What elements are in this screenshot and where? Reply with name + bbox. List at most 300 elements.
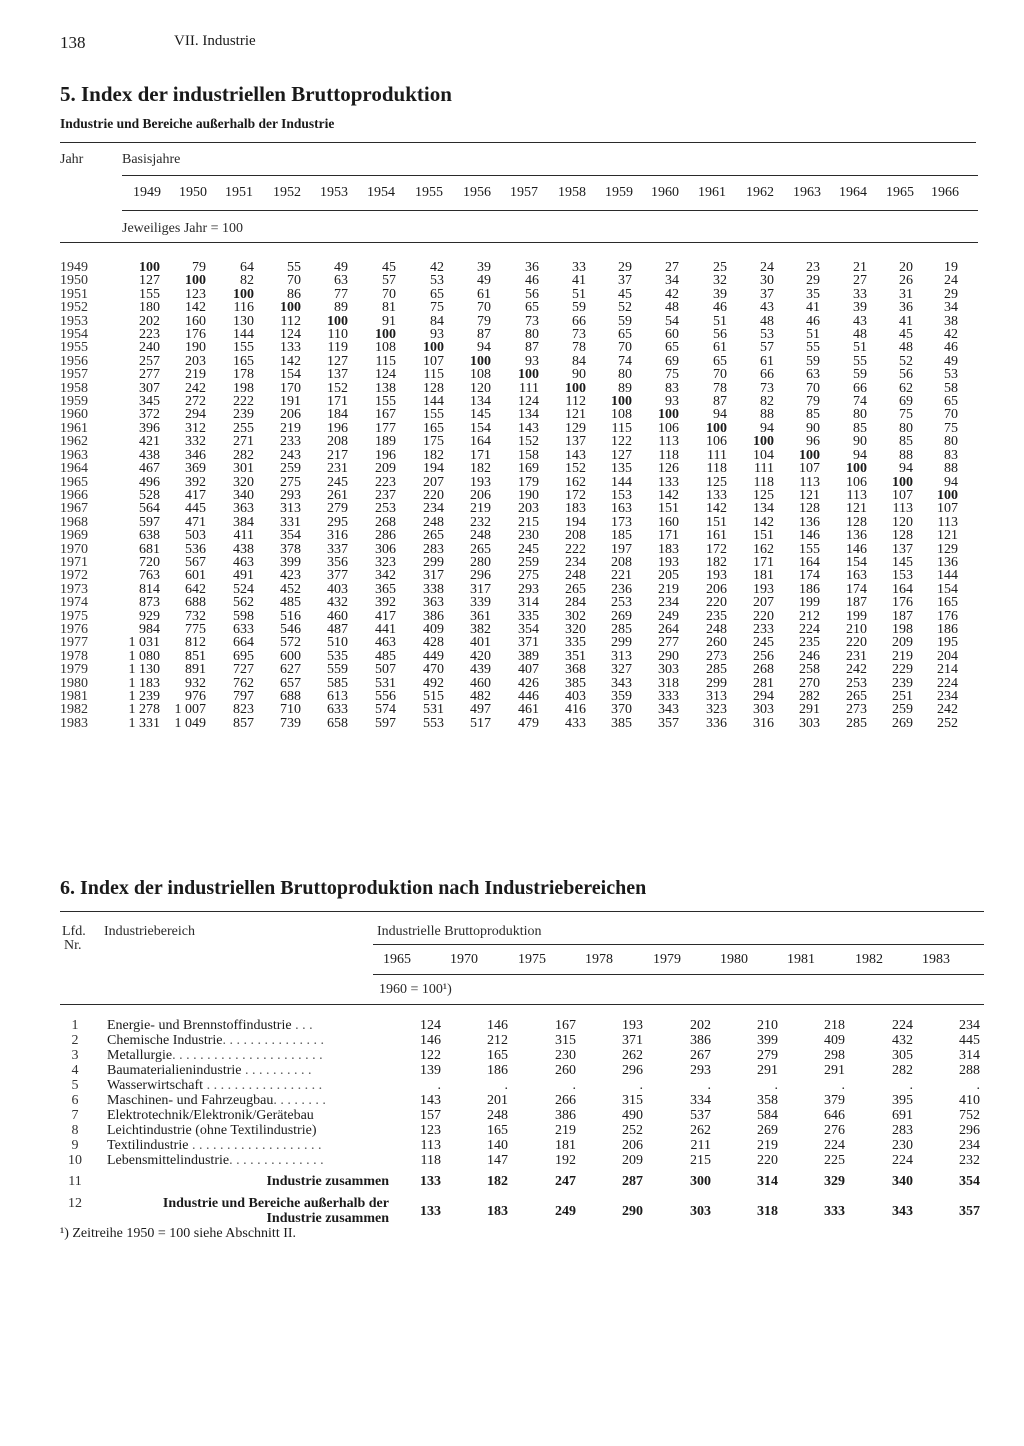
table5-cell: 463 — [233, 554, 254, 570]
table5-cell: 421 — [139, 434, 160, 450]
table5-cell: 65 — [430, 286, 444, 302]
table5-cell: 320 — [233, 474, 254, 490]
table5-cell: 176 — [185, 327, 206, 343]
table5-cell: 235 — [706, 608, 727, 624]
table5-cell: 52 — [899, 353, 913, 369]
table5-cell: 136 — [799, 514, 820, 530]
table5-cell: 107 — [937, 501, 958, 517]
table6-row-name: Metallurgie — [107, 1048, 173, 1063]
table5-cell: 39 — [853, 300, 867, 316]
table5-cell: 873 — [139, 595, 160, 611]
table5-cell: 100 — [470, 353, 491, 369]
table5-cell: 417 — [185, 487, 206, 503]
table5-base-year: 1966 — [931, 185, 959, 200]
table5-cell: 184 — [327, 407, 348, 423]
table5-cell: 134 — [470, 394, 491, 410]
table6-row-name: Maschinen- und Fahrzeugbau — [107, 1093, 274, 1108]
table5-cell: 194 — [565, 514, 586, 530]
table6-cell: 293 — [690, 1063, 711, 1078]
table5-cell: 113 — [937, 514, 958, 530]
table5-row — [60, 382, 958, 395]
table5-cell: 396 — [139, 420, 160, 436]
table5-cell: 230 — [518, 528, 539, 544]
table5-cell: 823 — [233, 702, 254, 718]
table6-leader-dots: . . . . . . . . — [273, 1093, 326, 1108]
table5-cell: 90 — [572, 367, 586, 383]
table5-cell: 106 — [846, 474, 867, 490]
table5-cell: 302 — [565, 608, 586, 624]
table5-cell: 66 — [760, 367, 774, 383]
table5-row-year: 1955 — [60, 340, 88, 356]
table5-cell: 170 — [280, 380, 301, 396]
table5-cell: 695 — [233, 648, 254, 664]
table5-cell: 535 — [327, 648, 348, 664]
table5-cell: 246 — [799, 648, 820, 664]
table5-cell: 24 — [944, 273, 958, 289]
table5-row — [60, 650, 958, 663]
table5-cell: 233 — [753, 621, 774, 637]
table6-cell: 133 — [420, 1174, 441, 1189]
table5-cell: 179 — [518, 474, 539, 490]
table5-cell: 127 — [611, 447, 632, 463]
table5-cell: 198 — [233, 380, 254, 396]
table5-cell: 82 — [240, 273, 254, 289]
table5-cell: 79 — [806, 394, 820, 410]
table5-cell: 306 — [375, 541, 396, 557]
table5-cell: 172 — [706, 541, 727, 557]
table5-row-year: 1981 — [60, 689, 88, 704]
table6-group-rule — [373, 944, 984, 945]
table5-cell: 399 — [280, 554, 301, 570]
table5-cell: 38 — [944, 313, 958, 329]
table5-cell: 100 — [518, 367, 539, 383]
table5-cell: 239 — [233, 407, 254, 423]
table5-cell: 100 — [937, 487, 958, 503]
table5-cell: 43 — [853, 313, 867, 329]
table6-cell: 283 — [892, 1123, 913, 1138]
table5-cell: 120 — [892, 514, 913, 530]
table5-cell: 94 — [944, 474, 958, 490]
table5-note: Jeweiliges Jahr = 100 — [122, 221, 244, 236]
table5-cell: 214 — [937, 662, 958, 678]
table5-cell: 259 — [518, 554, 539, 570]
table6-year-header: 1965 — [383, 952, 411, 967]
table5-cell: 812 — [185, 635, 206, 651]
table5-cell: 257 — [139, 353, 160, 369]
table5-cell: 273 — [846, 702, 867, 718]
table5-cell: 33 — [853, 286, 867, 302]
table5-cell: 113 — [846, 487, 867, 503]
table6-cell: 296 — [622, 1063, 643, 1078]
table5-cell: 891 — [185, 662, 206, 678]
table6-year-header: 1980 — [720, 952, 748, 967]
table5-cell: 169 — [518, 461, 539, 477]
table5-cell: 215 — [518, 514, 539, 530]
table5-cell: 219 — [470, 501, 491, 517]
table5-cell: 205 — [658, 568, 679, 584]
table6-cell: 210 — [757, 1018, 778, 1033]
table6-cell: 358 — [757, 1093, 778, 1108]
table6-cell: 329 — [824, 1174, 845, 1189]
table6-row-name: Lebensmittelindustrie — [107, 1153, 230, 1168]
table5-cell: 1 049 — [174, 715, 206, 731]
table5-cell: 151 — [753, 528, 774, 544]
table5-cell: 70 — [477, 300, 491, 316]
table5-cell: 129 — [565, 420, 586, 436]
table6-cell: . — [437, 1078, 441, 1093]
table6-cell: 262 — [690, 1123, 711, 1138]
table5-cell: 221 — [611, 568, 632, 584]
table5-cell: 248 — [470, 528, 491, 544]
table5-cell: 195 — [937, 635, 958, 651]
table5-cell: 66 — [572, 313, 586, 329]
table5-cell: 369 — [185, 461, 206, 477]
table5-cell: 281 — [753, 675, 774, 691]
page-number: 138 — [60, 33, 86, 52]
table5-cell: 365 — [375, 581, 396, 597]
table5-cell: 313 — [611, 648, 632, 664]
table5-cell: 80 — [853, 407, 867, 423]
table5-cell: 259 — [892, 702, 913, 718]
table5-cell: 574 — [375, 702, 396, 718]
table5-cell: 136 — [846, 528, 867, 544]
table5-years-rule — [122, 210, 978, 211]
table5-cell: 224 — [937, 675, 958, 691]
table6-cell: 386 — [555, 1108, 576, 1123]
table5-cell: 100 — [892, 474, 913, 490]
table6-cell: 211 — [690, 1138, 711, 1153]
table6-cell: 432 — [892, 1033, 913, 1048]
table5-cell: 282 — [233, 447, 254, 463]
table5-cell: 53 — [944, 367, 958, 383]
table6-cell: 410 — [959, 1093, 980, 1108]
table5-cell: 151 — [706, 514, 727, 530]
table5-cell: 165 — [937, 595, 958, 611]
table5-cell: 183 — [658, 541, 679, 557]
table5-cell: 492 — [423, 675, 444, 691]
table5-row — [60, 677, 958, 690]
table5-cell: 163 — [846, 568, 867, 584]
table6-cell: 122 — [420, 1048, 441, 1063]
table5-row-year: 1979 — [60, 662, 88, 678]
table5-row — [60, 435, 958, 448]
table5-cell: 258 — [799, 662, 820, 678]
table6-cell: 291 — [824, 1063, 845, 1078]
table5-cell: 61 — [477, 286, 491, 302]
table5-cell: 100 — [233, 286, 254, 302]
table5-cell: 234 — [658, 595, 679, 611]
table5-cell: 409 — [423, 621, 444, 637]
table5-cell: 57 — [760, 340, 774, 356]
table5-cell: 1 031 — [128, 635, 160, 651]
table5-cell: 567 — [185, 554, 206, 570]
table5-cell: 420 — [470, 648, 491, 664]
table5-cell: 100 — [565, 380, 586, 396]
table5-cell: 354 — [280, 528, 301, 544]
table5-cell: 94 — [853, 447, 867, 463]
table5-cell: 270 — [799, 675, 820, 691]
table5-cell: 411 — [233, 528, 254, 544]
table6-row-name-cell — [90, 1093, 397, 1108]
table5-cell: 53 — [760, 327, 774, 343]
table5-cell: 503 — [185, 528, 206, 544]
table5-cell: 346 — [185, 447, 206, 463]
table5-cell: 178 — [233, 367, 254, 383]
table5-cell: 516 — [280, 608, 301, 624]
table5-cell: 121 — [565, 407, 586, 423]
table5-cell: 164 — [470, 434, 491, 450]
table5-cell: 290 — [658, 648, 679, 664]
table5-cell: 154 — [280, 367, 301, 383]
table5-cell: 94 — [477, 340, 491, 356]
table6-cell: 215 — [690, 1153, 711, 1168]
table5-cell: 664 — [233, 635, 254, 651]
table6-year-header: 1970 — [450, 952, 478, 967]
table5-cell: 69 — [899, 394, 913, 410]
table6-lfd-label: Lfd. — [62, 924, 86, 939]
table5-cell: 80 — [899, 420, 913, 436]
table5-cell: 123 — [185, 286, 206, 302]
table6-cell: 147 — [487, 1153, 508, 1168]
table5-cell: 239 — [892, 675, 913, 691]
table5-cell: 206 — [706, 581, 727, 597]
table6-empty-cell — [60, 1211, 90, 1226]
table6-cell: 201 — [487, 1093, 508, 1108]
table5-top-rule — [60, 142, 976, 143]
table5-cell: 220 — [753, 608, 774, 624]
table5-cell: 162 — [565, 474, 586, 490]
table5-cell: 204 — [937, 648, 958, 664]
table5-cell: 299 — [611, 635, 632, 651]
table5-cell: 81 — [382, 300, 396, 316]
table5-row — [60, 529, 958, 542]
table5-cell: 237 — [375, 487, 396, 503]
table5-cell: 144 — [937, 568, 958, 584]
table5-cell: 296 — [470, 568, 491, 584]
table5-cell: 343 — [658, 702, 679, 718]
table5-cell: 121 — [937, 528, 958, 544]
table5-cell: 256 — [753, 648, 774, 664]
table5-cell: 598 — [233, 608, 254, 624]
table5-cell: 403 — [565, 689, 586, 704]
table5-cell: 203 — [518, 501, 539, 517]
table6-row — [60, 1138, 980, 1153]
table5-cell: 112 — [280, 313, 301, 329]
table5-cell: 601 — [185, 568, 206, 584]
table5-cell: 48 — [760, 313, 774, 329]
table5-cell: 75 — [944, 420, 958, 436]
table5-cell: 43 — [760, 300, 774, 316]
table6-top-rule — [60, 911, 984, 912]
table5-row-year: 1961 — [60, 420, 88, 436]
table5-cell: 627 — [280, 662, 301, 678]
table5-cell: 89 — [618, 380, 632, 396]
table5-cell: 60 — [665, 327, 679, 343]
table6-cell: 232 — [959, 1153, 980, 1168]
table5-cell: 181 — [753, 568, 774, 584]
table5-row-year: 1983 — [60, 715, 88, 731]
table5-cell: 94 — [760, 420, 774, 436]
table5-cell: 63 — [334, 273, 348, 289]
table5-cell: 100 — [706, 420, 727, 436]
table5-cell: 285 — [611, 621, 632, 637]
table5-cell: 260 — [706, 635, 727, 651]
table5-row-year: 1973 — [60, 581, 88, 597]
table5-cell: 37 — [760, 286, 774, 302]
table5-cell: 354 — [518, 621, 539, 637]
table5-cell: 190 — [518, 487, 539, 503]
table5-cell: 80 — [944, 434, 958, 450]
table5-cell: 301 — [233, 461, 254, 477]
table5-cell: 193 — [753, 581, 774, 597]
table5-row-year: 1949 — [60, 260, 88, 275]
table5-cell: 100 — [846, 461, 867, 477]
table5-header-bottom-rule — [60, 242, 978, 243]
table5-cell: 118 — [753, 474, 774, 490]
table5-cell: 25 — [713, 260, 727, 275]
table5-cell: 187 — [892, 608, 913, 624]
table5-cell: 316 — [327, 528, 348, 544]
table5-cell: 48 — [853, 327, 867, 343]
table5-cell: 688 — [185, 595, 206, 611]
table5-cell: 137 — [892, 541, 913, 557]
table6-cell: 646 — [824, 1108, 845, 1123]
table6-row-number: 10 — [68, 1153, 82, 1168]
table5-cell: 739 — [280, 715, 301, 731]
table5-cell: 174 — [846, 581, 867, 597]
table5-cell: 121 — [846, 501, 867, 517]
table5-cell: 452 — [280, 581, 301, 597]
table6-year-header: 1975 — [518, 952, 546, 967]
table5-cell: 432 — [327, 595, 348, 611]
table6-row — [60, 1153, 980, 1168]
table5-cell: 559 — [327, 662, 348, 678]
table5-row — [60, 355, 958, 368]
table6-row — [60, 1108, 980, 1123]
table5-cell: 220 — [846, 635, 867, 651]
table5-cell: 165 — [233, 353, 254, 369]
table5-cell: 78 — [713, 380, 727, 396]
table5-cell: 35 — [806, 286, 820, 302]
table5-cell: 167 — [375, 407, 396, 423]
table6-cell: 113 — [420, 1138, 441, 1153]
table5-cell: 252 — [937, 715, 958, 731]
table5-row — [60, 623, 958, 636]
table5-cell: 39 — [713, 286, 727, 302]
table6-leader-dots: . . . — [291, 1018, 313, 1033]
table5-cell: 219 — [280, 420, 301, 436]
table6-cell: 333 — [824, 1204, 845, 1219]
table6-cell: 490 — [622, 1108, 643, 1123]
table5-cell: 162 — [753, 541, 774, 557]
table5-cell: 392 — [375, 595, 396, 611]
table5-cell: 74 — [853, 394, 867, 410]
table5-cell: 363 — [423, 595, 444, 611]
table6-leader-dots: . . . . . . . . . . . . . . — [229, 1153, 324, 1168]
table6-row-number: 7 — [71, 1108, 79, 1123]
table5-cell: 253 — [846, 675, 867, 691]
table5-cell: 100 — [753, 434, 774, 450]
table5-row-year: 1976 — [60, 621, 88, 637]
table5-cell: 245 — [753, 635, 774, 651]
table5-cell: 259 — [280, 461, 301, 477]
table5-cell: 775 — [185, 621, 206, 637]
table5-cell: 107 — [892, 487, 913, 503]
table6-cell: 181 — [555, 1138, 576, 1153]
table5-cell: 613 — [327, 689, 348, 704]
table5-cell: 331 — [280, 514, 301, 530]
table5-base-year: 1955 — [415, 185, 443, 200]
table5-cell: 152 — [327, 380, 348, 396]
table6-total-name: Industrie zusammen — [266, 1174, 389, 1189]
table6-total-name-line1: Industrie und Bereiche außerhalb der — [162, 1196, 389, 1211]
table6-cell: . — [639, 1078, 643, 1093]
table5-cell: 428 — [423, 635, 444, 651]
table5-cell: 356 — [327, 554, 348, 570]
table6-row-number: 2 — [71, 1033, 79, 1048]
table6-cell: . — [976, 1078, 980, 1093]
table5-cell: 1 278 — [128, 702, 160, 718]
table5-cell: 87 — [525, 340, 539, 356]
table5-cell: 46 — [713, 300, 727, 316]
table6-total-name-line2: Industrie zusammen — [266, 1211, 389, 1226]
table5-cell: 295 — [327, 514, 348, 530]
table5-row-year: 1967 — [60, 501, 88, 517]
table5-base-year: 1951 — [225, 185, 253, 200]
table6-cell: 225 — [824, 1153, 845, 1168]
table5-cell: 55 — [806, 340, 820, 356]
table5-cell: 208 — [611, 554, 632, 570]
table6-row-name: Leichtindustrie (ohne Textilindustrie) — [107, 1123, 317, 1138]
table6-cell: 247 — [555, 1174, 576, 1189]
table6-cell: 691 — [892, 1108, 913, 1123]
table5-cell: 510 — [327, 635, 348, 651]
table5-cell: 160 — [185, 313, 206, 329]
table5-cell: 119 — [327, 340, 348, 356]
table5-cell: 171 — [658, 528, 679, 544]
table5-cell: 299 — [423, 554, 444, 570]
table6-cell: 118 — [420, 1153, 441, 1168]
table5-row-year: 1980 — [60, 675, 88, 691]
table6-cell: 220 — [757, 1153, 778, 1168]
table5-cell: 115 — [423, 367, 444, 383]
table6-leader-dots: . . . . . . . . . . . . . . . . . — [203, 1078, 323, 1093]
table5-cell: 128 — [799, 501, 820, 517]
table5-cell: 732 — [185, 608, 206, 624]
table6-cell: . — [504, 1078, 508, 1093]
table5-cell: 531 — [423, 702, 444, 718]
table6-cell: 318 — [757, 1204, 778, 1219]
table6-cell: 262 — [622, 1048, 643, 1063]
table5-cell: 314 — [518, 595, 539, 611]
table5-cell: 199 — [846, 608, 867, 624]
table5-cell: 55 — [287, 260, 301, 275]
table5-row — [60, 610, 958, 623]
table6-cell: 165 — [487, 1048, 508, 1063]
table5-cell: 487 — [327, 621, 348, 637]
table5-cell: 142 — [753, 514, 774, 530]
table5-cell: 155 — [423, 407, 444, 423]
table5-cell: 1 080 — [128, 648, 160, 664]
table5-cell: 470 — [423, 662, 444, 678]
table5-cell: 449 — [423, 648, 444, 664]
table5-cell: 206 — [470, 487, 491, 503]
table5-cell: 154 — [846, 554, 867, 570]
table5-cell: 339 — [470, 595, 491, 611]
table5-base-year: 1949 — [133, 185, 161, 200]
table5-cell: 175 — [423, 434, 444, 450]
table5-cell: 202 — [139, 313, 160, 329]
